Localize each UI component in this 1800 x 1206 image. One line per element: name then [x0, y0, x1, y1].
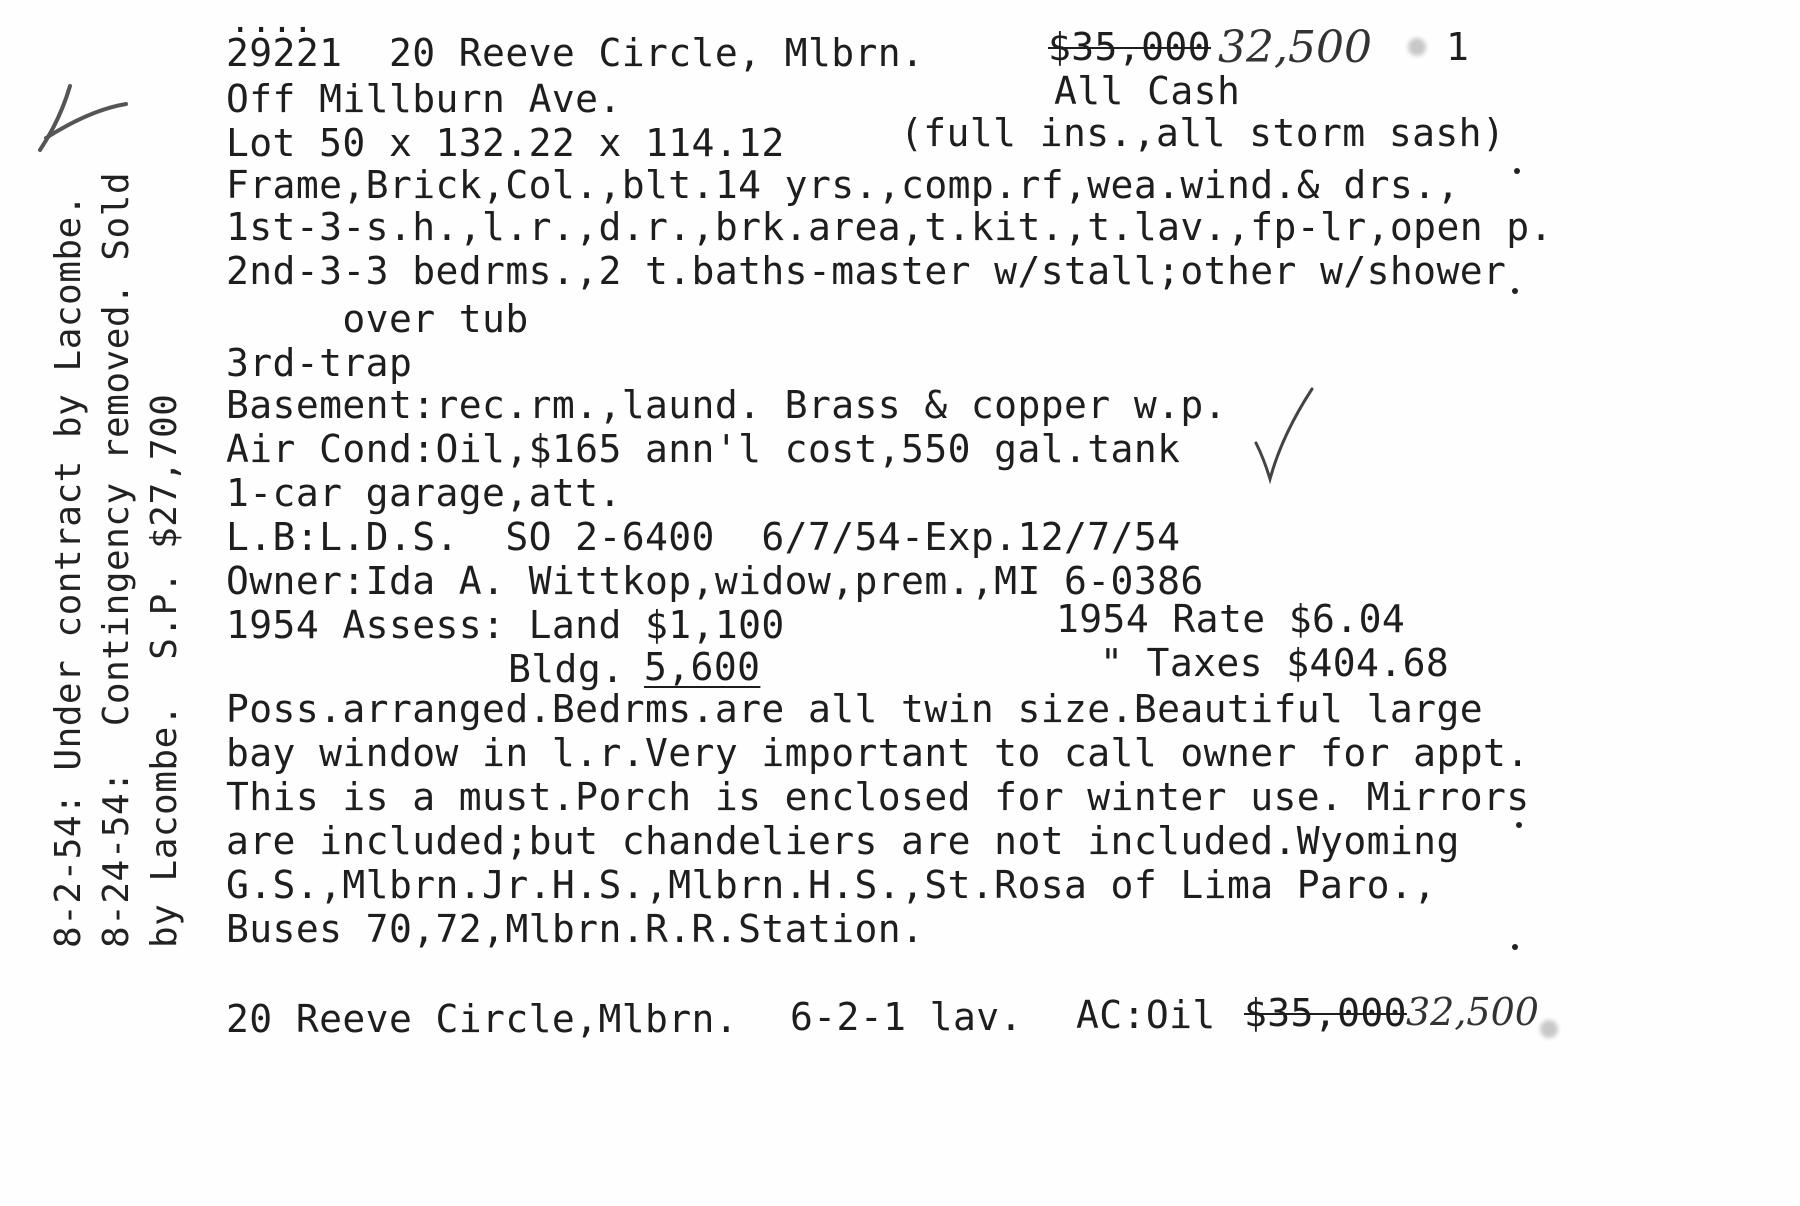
footer-rooms: 6-2-1 lav.	[790, 995, 1023, 1039]
margin-note-3: by Lacombe. S.P. $27,700	[144, 393, 185, 948]
price-struck: $35,000	[1048, 25, 1211, 69]
location-note: Off Millburn Ave.	[226, 77, 622, 121]
assessment-bldg-label: Bldg.	[508, 647, 648, 691]
insulation-note: (full ins.,all storm sash)	[900, 111, 1506, 155]
tax-rate: 1954 Rate $6.04	[1056, 597, 1406, 641]
footer-price-struck: $35,000	[1244, 991, 1407, 1035]
remarks-line: bay window in l.r.Very important to call owner for appt.	[226, 731, 1530, 775]
assessment-bldg-value: 5,600	[644, 645, 761, 689]
page-number: 1	[1446, 25, 1470, 69]
remarks-line: Buses 70,72,Mlbrn.R.R.Station.	[226, 907, 925, 951]
margin-note-1: 8-2-54: Under contract by Lacombe.	[48, 194, 89, 948]
margin-dot	[1512, 944, 1518, 950]
remarks-line: Poss.arranged.Bedrms.are all twin size.Beautiful large	[226, 687, 1484, 731]
body-line: Basement:rec.rm.,laund. Brass & copper w.p.	[226, 383, 1227, 427]
initial-mark-icon	[30, 80, 140, 160]
body-line: 1st-3-s.h.,l.r.,d.r.,brk.area,t.kit.,t.lav.,fp-lr,open p.	[226, 205, 1553, 249]
lot-dimensions: Lot 50 x 132.22 x 114.12	[226, 121, 785, 165]
footer-ac: AC:Oil	[1076, 993, 1216, 1037]
body-line: L.B:L.D.S. SO 2-6400 6/7/54-Exp.12/7/54	[226, 515, 1181, 559]
footer-price-handwritten: 32,500	[1406, 990, 1539, 1034]
margin-dot	[1514, 168, 1520, 174]
body-line: 1-car garage,att.	[226, 471, 622, 515]
body-line: 3rd-trap	[226, 341, 413, 385]
remarks-line: This is a must.Porch is enclosed for winter use. Mirrors	[226, 775, 1530, 819]
listing-line: 29221 20 Reeve Circle, Mlbrn.	[226, 31, 925, 75]
remarks-line: G.S.,Mlbrn.Jr.H.S.,Mlbrn.H.S.,St.Rosa of Lima Paro.,	[226, 863, 1437, 907]
taxes: " Taxes $404.68	[1100, 641, 1450, 685]
top-dots: ....	[230, 1, 314, 41]
margin-note-2: 8-24-54: Contingency removed. Sold	[96, 171, 137, 948]
body-line: 2nd-3-3 bedrms.,2 t.baths-master w/stall;other w/shower	[226, 249, 1507, 293]
body-line: over tub	[226, 297, 529, 341]
ink-smudge	[1540, 1020, 1558, 1038]
check-mark-icon	[1250, 385, 1320, 485]
ink-smudge	[1408, 38, 1426, 56]
margin-dot	[1516, 822, 1522, 828]
body-line: Owner:Ida A. Wittkop,widow,prem.,MI 6-0386	[226, 559, 1204, 603]
remarks-line: are included;but chandeliers are not included.Wyoming	[226, 819, 1460, 863]
assessment-land: 1954 Assess: Land $1,100	[226, 603, 785, 647]
terms: All Cash	[1054, 69, 1241, 113]
body-line: Air Cond:Oil,$165 ann'l cost,550 gal.tank	[226, 427, 1181, 471]
footer-address: 20 Reeve Circle,Mlbrn.	[226, 997, 739, 1041]
price-handwritten: 32,500	[1218, 22, 1372, 73]
body-line: Frame,Brick,Col.,blt.14 yrs.,comp.rf,wea.wind.& drs.,	[226, 163, 1460, 207]
margin-dot	[1512, 288, 1518, 294]
